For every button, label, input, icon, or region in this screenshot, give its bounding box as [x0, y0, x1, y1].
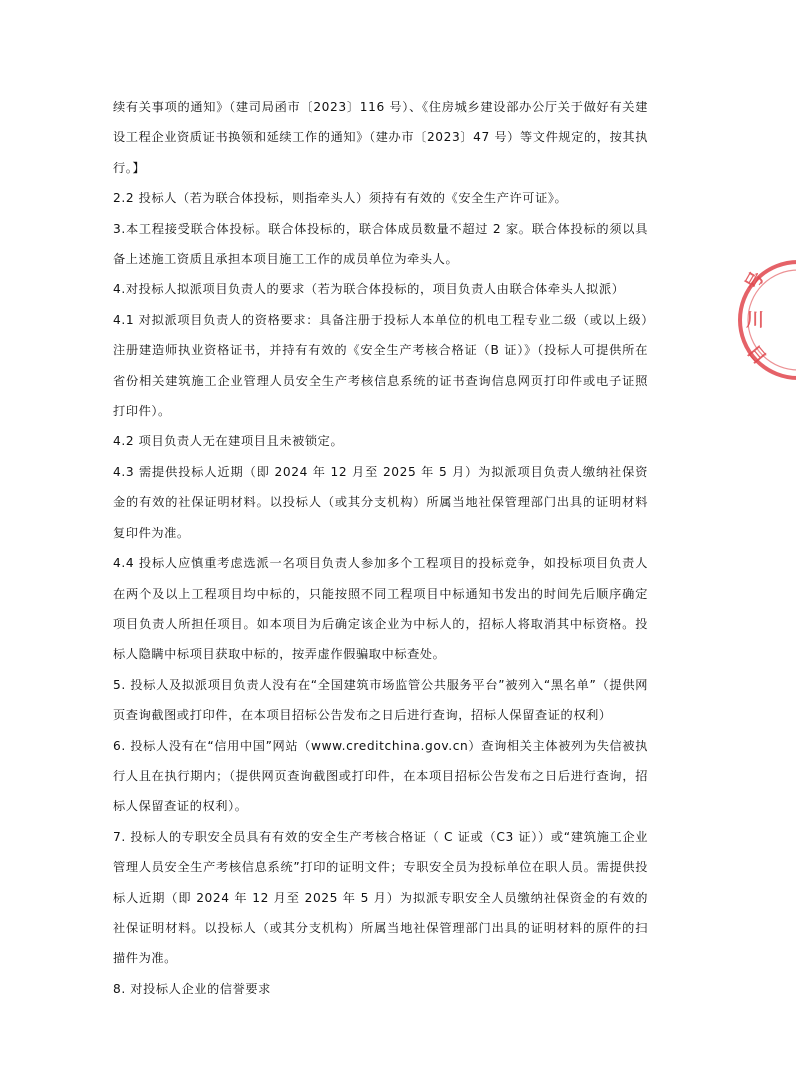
paragraph: 8. 对投标人企业的信誉要求	[113, 981, 271, 996]
svg-text:川: 川	[746, 310, 764, 331]
paragraph: 4.1 对拟派项目负责人的资格要求：具备注册于投标人本单位的机电工程专业二级（或以上级）注册建造师执业资格证书，并持有有效的《安全生产考核合格证（B 证）》（投标人可提供所在省份相关建筑施工企业管理人员安全生产考核信息系统的证书查询信息网页打印件或电子证照打印件）。	[113, 312, 648, 419]
paragraph: 2.2 投标人（若为联合体投标，则指牵头人）须持有有效的《安全生产许可证》。	[113, 191, 568, 206]
paragraph: 4.3 需提供投标人近期（即 2024 年 12 月至 2025 年 5 月）为拟派项目负责人缴纳社保资金的有效的社保证明材料。以投标人（或其分支机构）所属当地社保管理部门出具的证明材料复印件为准。	[113, 464, 648, 540]
paragraph: 7. 投标人的专职安全员具有有效的安全生产考核合格证（ C 证或（C3 证））或“建筑施工企业管理人员安全生产考核信息系统”打印的证明文件；专职安全员为投标单位在职人员。需提供投标人近期（即 2024 年 12 月至 2025 年 5 月）为拟派专职安全人员缴纳社保资金的有效的社保证明材料。以投标人（或其分支机构）所属当地社保管理部门出具的证明材料的原件的扫描件为准。	[113, 829, 648, 966]
document-body	[113, 92, 648, 1004]
paragraph: 续有关事项的通知》（建司局函市〔2023〕116 号）、《住房城乡建设部办公厅关于做好有关建设工程企业资质证书换领和延续工作的通知》（建办市〔2023〕47 号）等文件规定的，按其执行。】	[113, 100, 648, 175]
paragraph: 6. 投标人没有在“信用中国”网站（www.creditchina.gov.cn）查询相关主体被列为失信被执行人且在执行期内；（提供网页查询截图或打印件，在本项目招标公告发布之日后进行查询，招标人保留查证的权利）。	[113, 738, 648, 814]
paragraph: 4.2 项目负责人无在建项目且未被锁定。	[113, 434, 344, 449]
svg-text:号: 号	[741, 268, 769, 295]
paragraph: 4.4 投标人应慎重考虑选派一名项目负责人参加多个工程项目的投标竞争，如投标项目负责人在两个及以上工程项目均中标的，只能按照不同工程项目中标通知书发出的时间先后顺序确定项目负责人所担任项目。如本项目为后确定该企业为中标人的，招标人将取消其中标资格。投标人隐瞒中标项目获取中标的，按弄虚作假骗取中标查处。	[113, 556, 648, 662]
paragraph: 3.本工程接受联合体投标。联合体投标的，联合体成员数量不超过 2 家。联合体投标的须以具备上述施工资质且承担本项目施工工作的成员单位为牵头人。	[113, 221, 648, 267]
svg-text:日: 日	[742, 341, 771, 369]
paragraph: 5. 投标人及拟派项目负责人没有在“全国建筑市场监管公共服务平台”被列入“黑名单”（提供网页查询截图或打印件，在本项目招标公告发布之日后进行查询，招标人保留查证的权利）	[113, 677, 648, 723]
paragraph: 4.对投标人拟派项目负责人的要求（若为联合体投标的，项目负责人由联合体牵头人拟派）	[113, 282, 625, 297]
official-seal-stamp	[736, 248, 796, 398]
